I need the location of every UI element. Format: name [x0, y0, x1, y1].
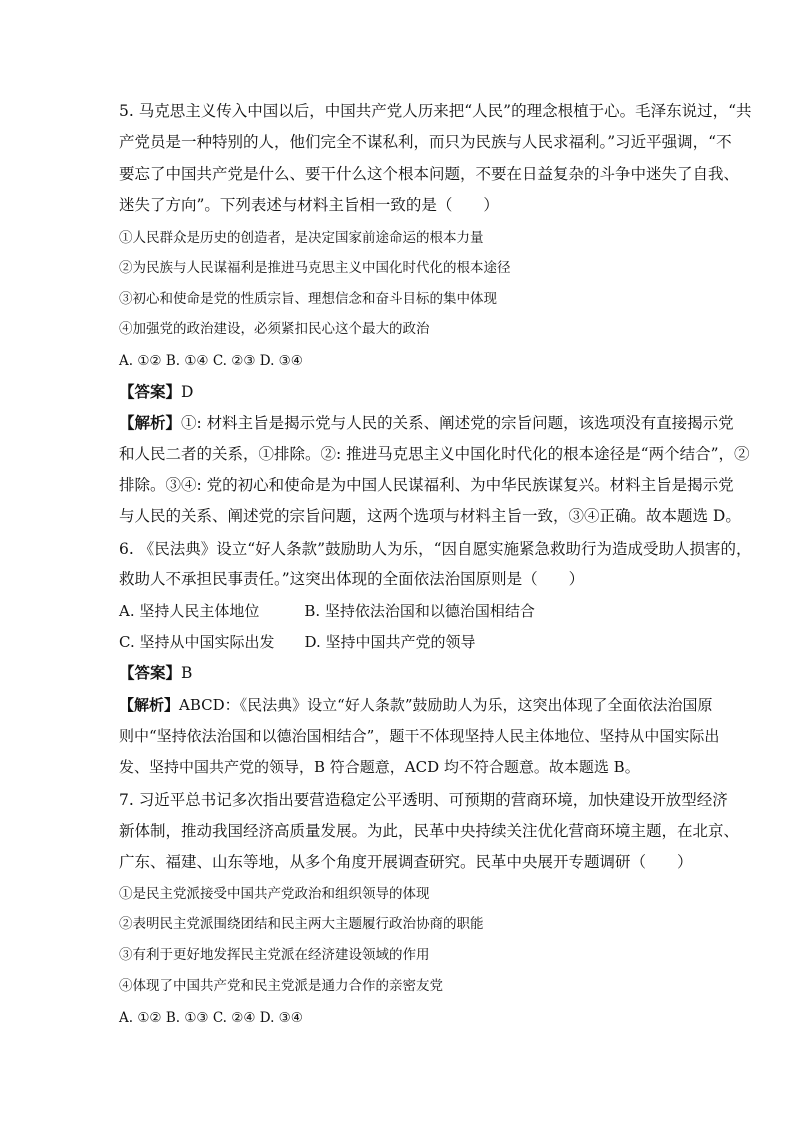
q5-answer-value: D [181, 383, 194, 401]
q5-stem-line-3: 要忘了中国共产党是什么、要干什么这个根本问题，不要在日益复杂的斗争中迷失了自我、 [119, 165, 740, 183]
q6-stem-line-1: 6. 《民法典》设立“好人条款”鼓励助人为乐，“因自愿实施紧急救助行为造成受助人损害的， [119, 540, 752, 558]
q6-analysis-text-1: ABCD：《民法典》设立“好人条款”鼓励助人为乐，这突出体现了全面依法治国原 [179, 696, 713, 714]
q6-analysis-line-1 [119, 695, 713, 715]
q5-stem-line-2: 产党员是一种特别的人，他们完全不谋私利，而只为民族与人民求福利。”习近平强调，“不 [119, 133, 732, 151]
q7-stem-line-2: 新体制，推动我国经济高质量发展。为此，民革中央持续关注优化营商环境主题，在北京、 [119, 822, 740, 840]
q7-stem-line-1: 7. 习近平总书记多次指出要营造稳定公平透明、可预期的营商环境，加快建设开放型经济 [119, 791, 728, 809]
q7-statement-4: ④体现了中国共产党和民主党派是通力合作的亲密友党 [119, 978, 443, 994]
q5-analysis-label: 【解析】 [119, 413, 182, 432]
q5-answer-label: 【答案】 [119, 382, 182, 401]
q5-analysis-line-1 [119, 413, 734, 433]
q5-statement-1: ①人民群众是历史的创造者，是决定国家前途命运的根本力量 [119, 230, 484, 246]
q5-stem-line-4: 迷失了方向”。下列表述与材料主旨相一致的是（ ） [119, 196, 499, 214]
q6-analysis-line-2: 则中“坚持依法治国和以德治国相结合”，题干不体现坚持人民主体地位、坚持从中国实际出 [119, 727, 720, 745]
q5-analysis-text-1: ①: 材料主旨是揭示党与人民的关系、阐述党的宗旨问题，该选项没有直接揭示党 [181, 414, 734, 432]
q5-options: A. ①② B. ①④ C. ②③ D. ③④ [119, 353, 303, 369]
q7-statement-2: ②表明民主党派围绕团结和民主两大主题履行政治协商的职能 [119, 916, 484, 932]
q5-analysis-line-3: 排除。③④: 党的初心和使命是为中国人民谋福利、为中华民族谋复兴。材料主旨是揭示党 [119, 476, 734, 494]
q6-options-row-1: A. 坚持人民主体地位 B. 坚持依法治国和以德治国相结合 [119, 602, 535, 620]
q7-stem-line-3: 广东、福建、山东等地，从多个角度开展调查研究。民革中央展开专题调研（ ） [119, 853, 693, 871]
q7-statement-3: ③有利于更好地发挥民主党派在经济建设领域的作用 [119, 947, 430, 963]
q6-analysis-line-3: 发、坚持中国共产党的领导，B 符合题意，ACD 均不符合题意。故本题选 B。 [119, 758, 640, 776]
q5-answer [119, 382, 689, 402]
q6-stem-line-2: 救助人不承担民事责任。”这突出体现的全面依法治国原则是（ ） [119, 570, 585, 588]
q5-statement-4: ④加强党的政治建设，必须紧扣民心这个最大的政治 [119, 321, 430, 337]
q5-stem-line-1: 5. 马克思主义传入中国以后，中国共产党人历来把“人民”的理念根植于心。毛泽东说过，“共 [119, 102, 752, 120]
q7-options: A. ①② B. ①③ C. ②④ D. ③④ [119, 1010, 303, 1026]
q7-statement-1: ①是民主党派接受中国共产党政治和组织领导的体现 [119, 886, 430, 902]
q5-statement-2: ②为民族与人民谋福利是推进马克思主义中国化时代化的根本途径 [119, 260, 511, 276]
q5-statement-3: ③初心和使命是党的性质宗旨、理想信念和奋斗目标的集中体现 [119, 291, 497, 307]
q6-answer-label: 【答案】 [119, 663, 182, 682]
q6-answer [119, 663, 689, 683]
q5-analysis-line-4: 与人民的关系、阐述党的宗旨问题，这两个选项与材料主旨一致，③④正确。故本题选 D。 [119, 507, 741, 525]
q6-analysis-label: 【解析】 [119, 696, 180, 714]
q5-analysis-line-2: 和人民二者的关系，①排除。②: 推进马克思主义中国化时代化的根本途径是“两个结合”，② [119, 445, 750, 463]
q6-answer-value: B [181, 664, 193, 682]
q6-options-row-2: C. 坚持从中国实际出发 D. 坚持中国共产党的领导 [119, 633, 476, 651]
